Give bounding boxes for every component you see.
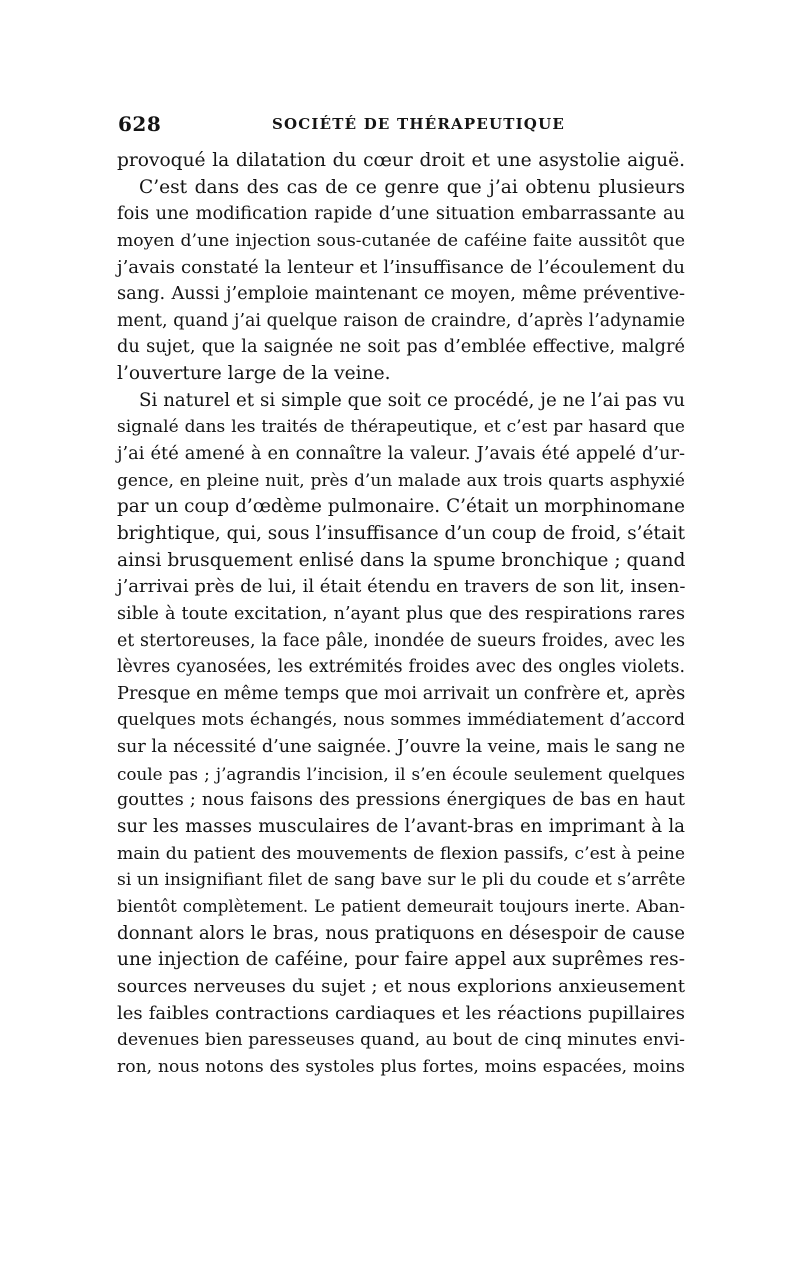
text-line: sources nerveuses du sujet ; et nous explorions anxieusement xyxy=(117,975,685,997)
text-line: provoqué la dilatation du cœur droit et une asystolie aiguë. xyxy=(117,150,685,171)
text-line: bientôt complètement. Le patient demeurait toujours inerte. Aban- xyxy=(117,896,685,916)
text-line: brightique, qui, sous l’insuffisance d’un coup de froid, s’était xyxy=(117,522,685,544)
page-number: 628 xyxy=(118,112,162,136)
text-line: j’ai été amené à en connaître la valeur. J’avais été appelé d’ur- xyxy=(117,443,685,465)
text-line: sang. Aussi j’emploie maintenant ce moyen, même préventive- xyxy=(117,283,685,305)
running-head: SOCIÉTÉ DE THÉRAPEUTIQUE xyxy=(272,115,565,133)
text-line: sible à toute excitation, n’ayant plus que des respirations rares xyxy=(117,603,685,624)
text-line: Presque en même temps que moi arrivait un confrère et, après xyxy=(117,682,686,704)
text-line: donnant alors le bras, nous pratiquons en désespoir de cause xyxy=(117,922,685,944)
text-line: j’arrivai près de lui, il était étendu en travers de son lit, insen- xyxy=(117,576,686,598)
text-line: par un coup d’œdème pulmonaire. C’était un morphinomane xyxy=(117,496,685,518)
text-line: fois une modification rapide d’une situation embarrassante au xyxy=(117,203,685,225)
text-line: quelques mots échangés, nous sommes immédiatement d’accord xyxy=(117,710,685,731)
text-line: l’ouverture large de la veine. xyxy=(117,363,391,385)
text-line: moyen d’une injection sous-cutanée de caféine faite aussitôt que xyxy=(117,230,685,251)
text-line: sur la nécessité d’une saignée. J’ouvre la veine, mais le sang ne xyxy=(117,737,686,758)
page-header xyxy=(0,112,800,140)
text-line: coule pas ; j’agrandis l’incision, il s’en écoule seulement quelques xyxy=(117,763,685,784)
text-line: j’avais constaté la lenteur et l’insuffisance de l’écoulement du xyxy=(117,256,685,278)
text-line: ron, nous notons des systoles plus fortes, moins espacées, moins xyxy=(117,1056,685,1077)
text-line: Si naturel et si simple que soit ce procédé, je ne l’ai pas vu xyxy=(139,389,685,411)
text-line: lèvres cyanosées, les extrémités froides avec des ongles violets. xyxy=(117,657,685,678)
text-line: ment, quand j’ai quelque raison de craindre, d’après l’adynamie xyxy=(117,310,685,331)
text-line: gouttes ; nous faisons des pressions énergiques de bas en haut xyxy=(117,790,685,811)
text-line: une injection de caféine, pour faire appel aux suprêmes res- xyxy=(117,949,685,971)
text-line: main du patient des mouvements de flexion passifs, c’est à peine xyxy=(117,843,685,864)
text-line: ainsi brusquement enlisé dans la spume bronchique ; quand xyxy=(117,549,686,571)
text-line: devenues bien paresseuses quand, au bout de cinq minutes envi- xyxy=(117,1030,685,1051)
body-text xyxy=(117,148,685,1080)
text-line: C’est dans des cas de ce genre que j’ai obtenu plusieurs xyxy=(139,176,685,198)
text-line: sur les masses musculaires de l’avant-bras en imprimant à la xyxy=(117,816,685,838)
text-line: signalé dans les traités de thérapeutique, et c’est par hasard que xyxy=(117,417,685,438)
text-line: du sujet, que la saignée ne soit pas d’emblée effective, malgré xyxy=(117,336,685,358)
text-line: les faibles contractions cardiaques et les réactions pupillaires xyxy=(117,1002,685,1024)
text-line: si un insignifiant filet de sang bave sur le pli du coude et s’arrête xyxy=(117,870,686,891)
text-line: gence, en pleine nuit, près d’un malade aux trois quarts asphyxié xyxy=(117,470,685,491)
text-line: et stertoreuses, la face pâle, inondée de sueurs froides, avec les xyxy=(117,630,685,651)
